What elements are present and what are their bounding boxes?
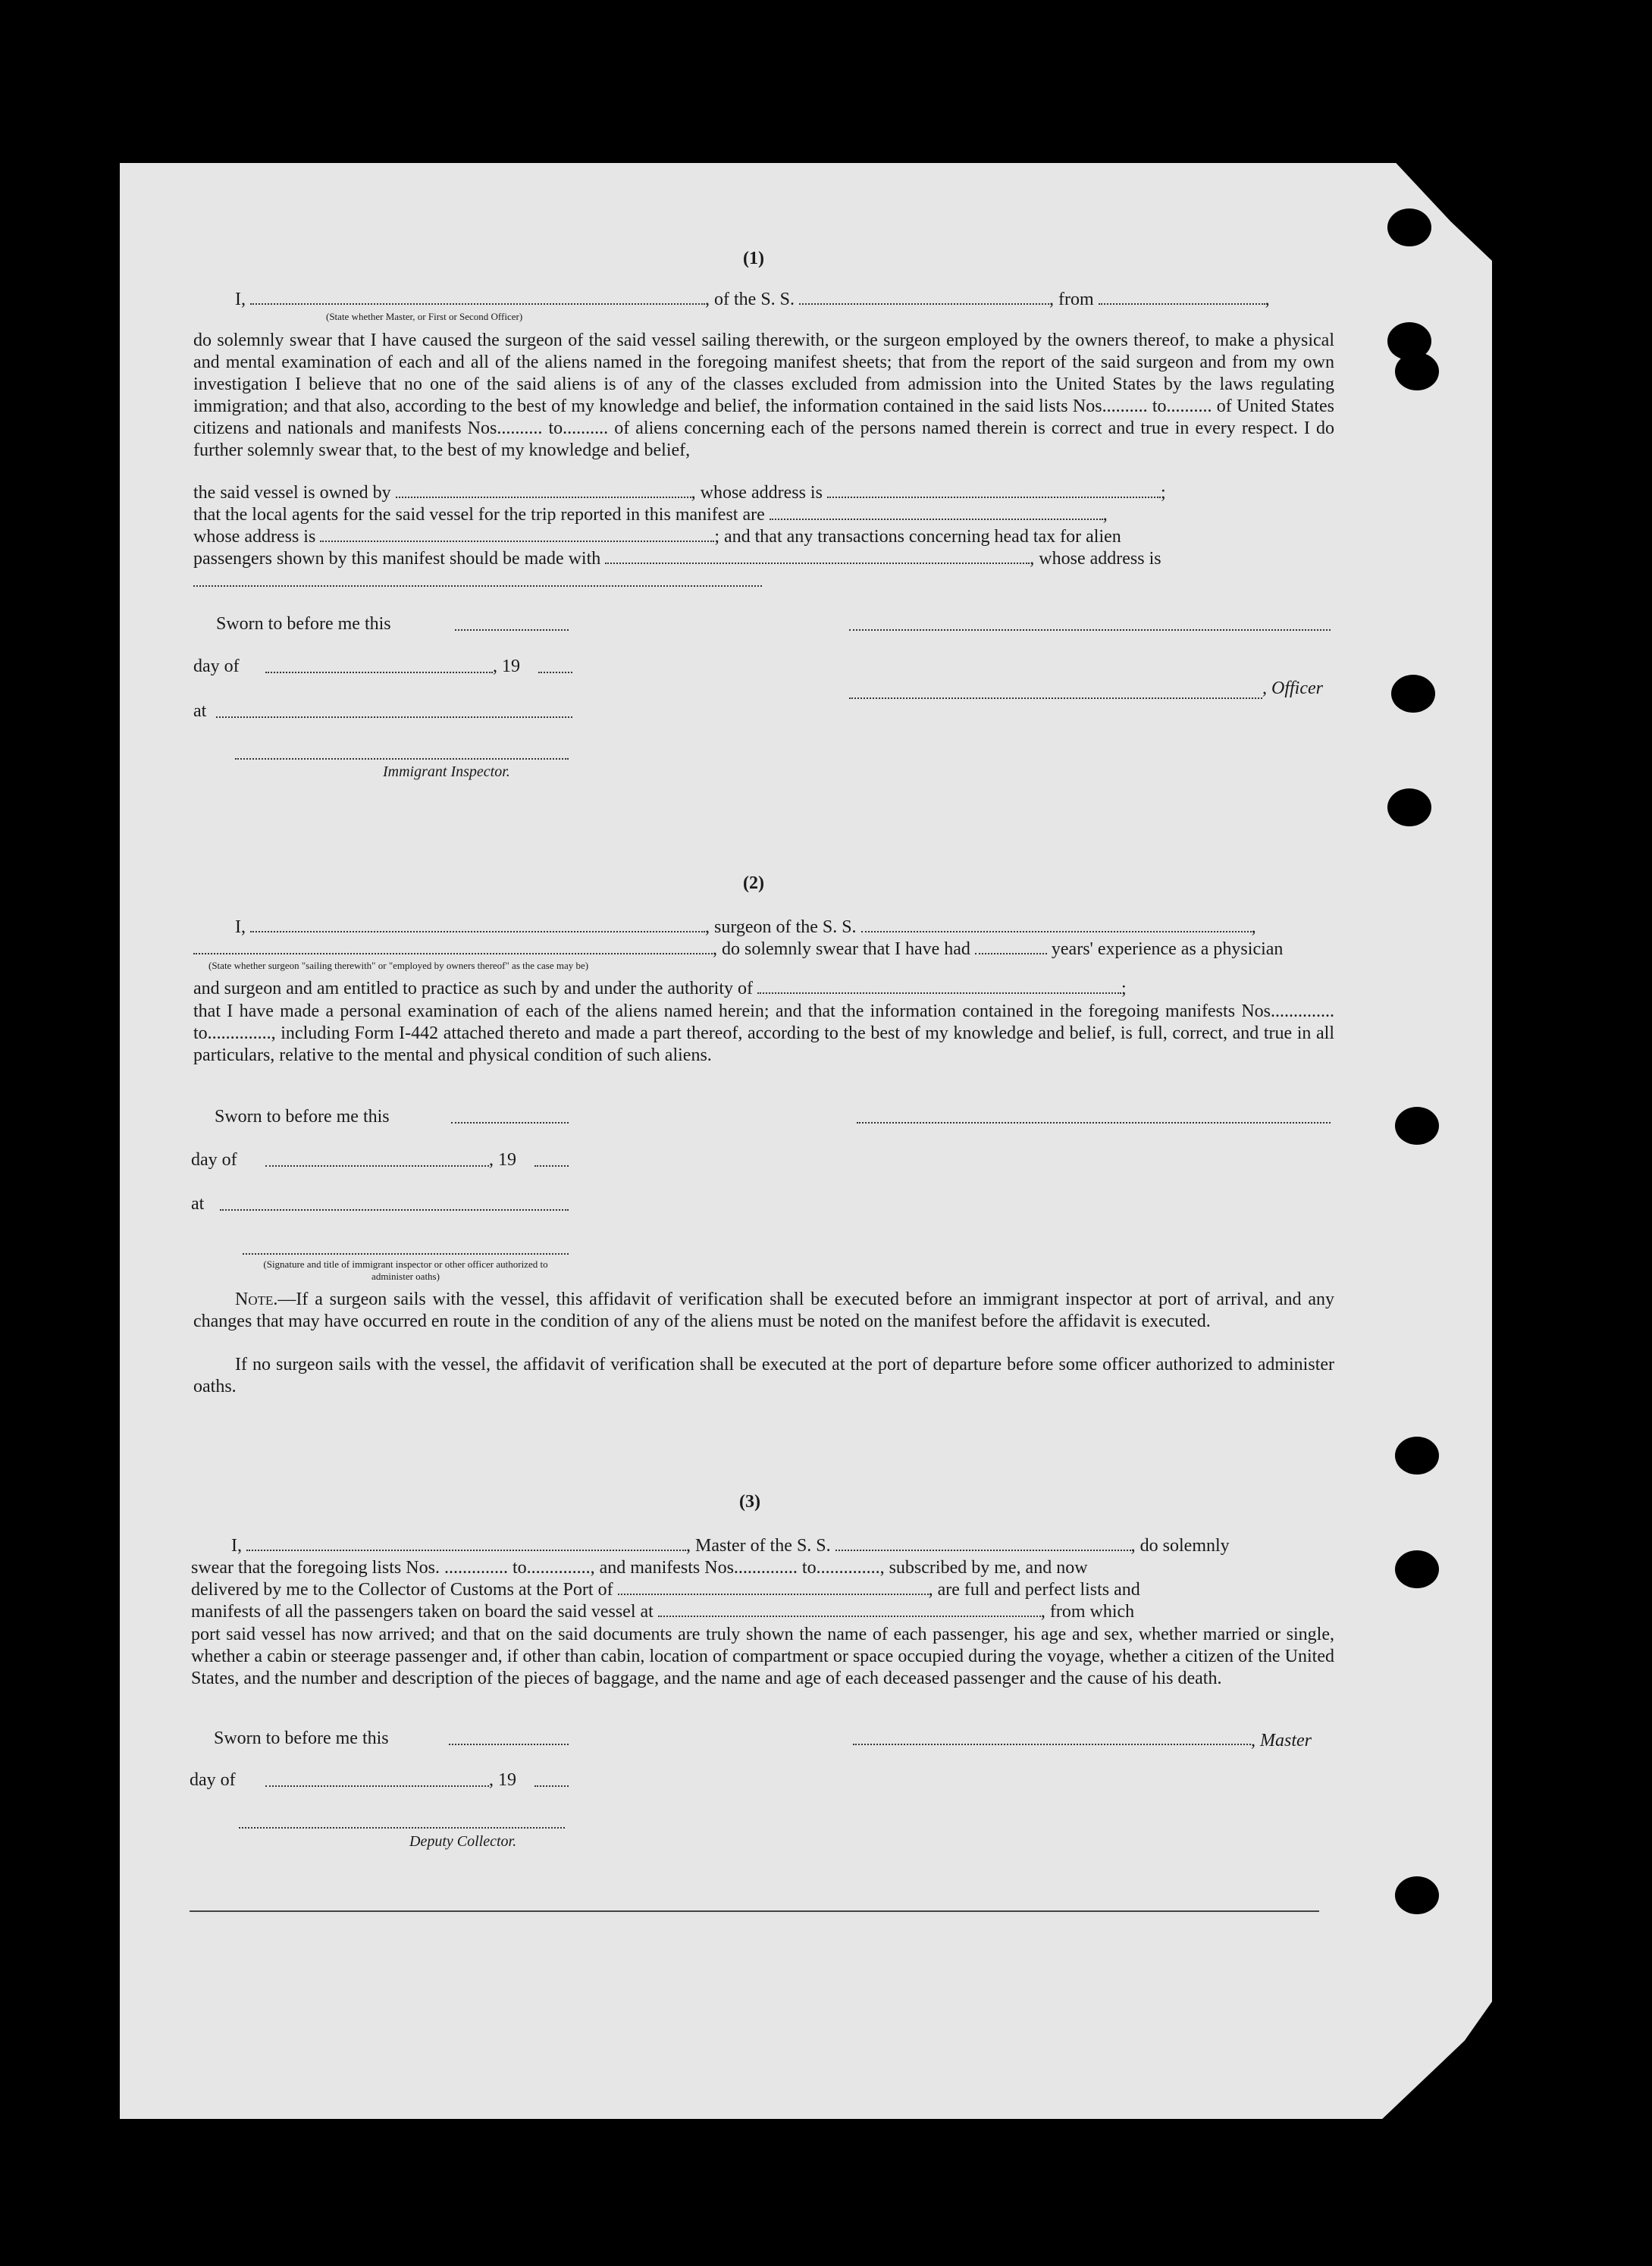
s1-opening-line	[235, 290, 1270, 310]
s2-officer-signature-field[interactable]	[243, 1253, 569, 1255]
from-which-label: , from which	[1040, 1602, 1135, 1622]
s2-signature-field[interactable]	[857, 1122, 1331, 1124]
s2-sworn-day-field[interactable]	[451, 1122, 569, 1124]
s1-oath-body: do solemnly swear that I have caused the surgeon of the said vessel sailing therewith, or the surgeon employed by the owners thereof, to make a physical and mental examination of each and all of the aliens named in the foregoing manifest sheets; that from the report of the said surgeon and from my own investigation I believe that no one of the said aliens is of any of the classes excluded from admission into the United States by the laws regulating immigration; and that also, according to the best of my knowledge and belief, the information contained in the said lists Nos.......... to.......... of United States citizens and nationals and manifests Nos.......... to.......... of aliens concerning each of the persons named therein is correct and true in every respect. I do further solemnly swear that, to the best of my knowledge and belief,	[193, 331, 1334, 460]
master-signature-field[interactable]	[853, 1744, 1251, 1745]
s1-inspector-signature-field[interactable]	[235, 758, 569, 760]
s3-ship-label: , Master of the S. S.	[686, 1536, 831, 1556]
s1-inspector-label: Immigrant Inspector.	[383, 763, 510, 780]
s2-signature-note: (Signature and title of immigrant inspector or other officer authorized to administer oaths)	[263, 1258, 548, 1282]
s3-swear-label: , do solemnly	[1130, 1536, 1230, 1556]
owner-address-field[interactable]	[827, 483, 1161, 498]
s2-month-field[interactable]	[265, 1165, 489, 1167]
s3-dayof-label: day of	[190, 1770, 236, 1790]
master-name-field[interactable]	[246, 1536, 686, 1551]
s1-year-field[interactable]	[538, 672, 572, 673]
headtax-address-field[interactable]	[193, 585, 762, 587]
s2-dayof-label: day of	[191, 1150, 237, 1170]
s2-state-note: (State whether surgeon "sailing therewith" or "employed by owners thereof" as the case may be)	[208, 960, 589, 971]
s1-dayof-label: day of	[193, 657, 240, 676]
deputy-signature-field[interactable]	[239, 1827, 565, 1829]
s1-address-line	[193, 527, 1121, 547]
s1-i-label: I,	[235, 290, 246, 309]
s1-officer-label: , Officer	[1262, 679, 1323, 698]
s2-year-label: , 19	[489, 1150, 516, 1170]
punch-hole	[1395, 1876, 1439, 1914]
boarded-port-field[interactable]	[658, 1602, 1041, 1617]
s1-officer-signature-field[interactable]	[849, 629, 1331, 631]
s1-sworn-label: Sworn to before me this	[216, 614, 391, 634]
s3-oath-body: port said vessel has now arrived; and that on the said documents are truly shown the name of each passenger, his age and sex, whether married or single, whether a cabin or steerage passenger and, if other than cabin, location of compartment or space occupied during the voyage, whether a citizen of the United States, and the number and description of the pieces of baggage, and the name and age of each deceased passenger and the cause of his death.	[191, 1625, 1334, 1688]
s3-deputy-label: Deputy Collector.	[409, 1833, 517, 1850]
s2-oath-body: that I have made a personal examination of each of the aliens named herein; and that the information contained in the foregoing manifests Nos.............. to.............., including Form I-442 attached thereto and made a part thereof, according to the best of my knowledge and belief, is full, correct, and true in all particulars, relative to the mental and physical condition of such aliens.	[193, 1001, 1334, 1065]
s1-passengers-line	[193, 549, 1161, 569]
surgeon-status-field[interactable]	[193, 939, 713, 954]
s2-swear-label: , do solemnly swear that I have had	[713, 939, 970, 959]
years-experience-field[interactable]	[975, 939, 1047, 954]
note-label: Note.	[235, 1290, 278, 1309]
agents-address-label: whose address is	[193, 527, 316, 547]
s3-ship-name-field[interactable]	[835, 1536, 1131, 1551]
punch-hole	[1395, 353, 1439, 390]
s2-second-line	[193, 939, 1283, 960]
punch-hole	[1387, 208, 1431, 246]
s1-year-label: , 19	[493, 657, 520, 676]
owned-label: the said vessel is owned by	[193, 483, 391, 503]
punch-hole	[1391, 675, 1435, 713]
officer-name-field[interactable]	[250, 290, 705, 305]
headtax-label: ; and that any transactions concerning head tax for alien	[714, 527, 1121, 547]
s2-ship-label: , surgeon of the S. S.	[705, 917, 857, 937]
s1-at-field[interactable]	[216, 716, 572, 718]
owner-field[interactable]	[396, 483, 691, 498]
s2-practice-line	[193, 979, 1127, 999]
s3-sworn-day-field[interactable]	[449, 1744, 569, 1745]
practice-label: and surgeon and am entitled to practice as such by and under the authority of	[193, 979, 753, 998]
section-3-number: (3)	[739, 1492, 760, 1512]
s2-sworn-label: Sworn to before me this	[215, 1107, 390, 1127]
comma: ,	[1251, 917, 1256, 937]
physician-label: years' experience as a physician	[1051, 939, 1284, 959]
punch-hole	[1395, 1437, 1439, 1475]
port-field[interactable]	[618, 1580, 929, 1595]
s3-manifests-line	[191, 1602, 1134, 1622]
s1-owned-line	[193, 483, 1166, 503]
headtax-party-field[interactable]	[605, 549, 1030, 564]
s3-master-label: , Master	[1251, 1731, 1312, 1750]
s1-officer-title-field[interactable]	[849, 697, 1262, 699]
semicolon: ;	[1160, 483, 1166, 503]
punch-hole	[1395, 1107, 1439, 1145]
s1-agents-line	[193, 505, 1108, 525]
s2-i-label: I,	[235, 917, 246, 937]
agents-address-field[interactable]	[320, 527, 714, 542]
s3-sworn-label: Sworn to before me this	[214, 1728, 389, 1748]
s2-year-field[interactable]	[534, 1165, 569, 1167]
s3-lists-line: swear that the foregoing lists Nos. .............. to.............., and manifests Nos.............. to.............., subscribed by me, and now	[191, 1558, 1088, 1578]
surgeon-name-field[interactable]	[250, 917, 705, 932]
practice-authority-field[interactable]	[757, 979, 1121, 994]
headtax-with-label: passengers shown by this manifest should be made with	[193, 549, 601, 569]
port-label: delivered by me to the Collector of Customs at the Port of	[191, 1580, 613, 1600]
s3-year-field[interactable]	[534, 1785, 569, 1787]
bottom-rule	[190, 1910, 1319, 1912]
s2-note-2: If no surgeon sails with the vessel, the affidavit of verification shall be executed at the port of departure before some officer authorized to administer oaths.	[193, 1355, 1334, 1396]
owner-address-label: , whose address is	[691, 483, 823, 503]
s2-note	[193, 1289, 1334, 1333]
agents-field[interactable]	[770, 505, 1103, 520]
s3-delivered-line	[191, 1580, 1140, 1600]
s1-from-label: , from	[1049, 290, 1094, 309]
boarded-at-label: manifests of all the passengers taken on board the said vessel at	[191, 1602, 654, 1622]
s3-month-field[interactable]	[265, 1785, 489, 1787]
s2-ship-name-field[interactable]	[861, 917, 1252, 932]
s1-sworn-day-field[interactable]	[455, 629, 569, 631]
s3-year-label: , 19	[489, 1770, 516, 1790]
s1-ship-label: , of the S. S.	[705, 290, 795, 309]
section-1-number: (1)	[743, 249, 764, 268]
s3-i-label: I,	[231, 1536, 242, 1556]
perfect-lists-label: , are full and perfect lists and	[928, 1580, 1140, 1600]
punch-hole	[1387, 788, 1431, 826]
headtax-address-label: , whose address is	[1030, 549, 1161, 569]
s1-at-label: at	[193, 701, 207, 721]
s2-at-field[interactable]	[220, 1209, 569, 1211]
ship-name-field[interactable]	[799, 290, 1049, 305]
s1-month-field[interactable]	[265, 672, 493, 673]
note-text: —If a surgeon sails with the vessel, this affidavit of verification shall be executed before an immigrant inspector at port of arrival, and any changes that may have occurred en route in the condition of any of the aliens must be noted on the manifest before the affidavit is executed.	[193, 1290, 1334, 1331]
s3-opening-line	[231, 1536, 1230, 1556]
section-2-number: (2)	[743, 873, 764, 893]
s1-state-note: (State whether Master, or First or Second Officer)	[326, 311, 523, 322]
punch-hole	[1395, 1550, 1439, 1588]
agents-label: that the local agents for the said vessel for the trip reported in this manifest are	[193, 505, 765, 525]
s2-opening-line	[235, 917, 1256, 938]
s2-at-label: at	[191, 1194, 205, 1214]
comma: ,	[1102, 505, 1108, 525]
from-port-field[interactable]	[1099, 290, 1265, 305]
comma: ,	[1265, 290, 1270, 309]
semicolon: ;	[1121, 979, 1127, 998]
